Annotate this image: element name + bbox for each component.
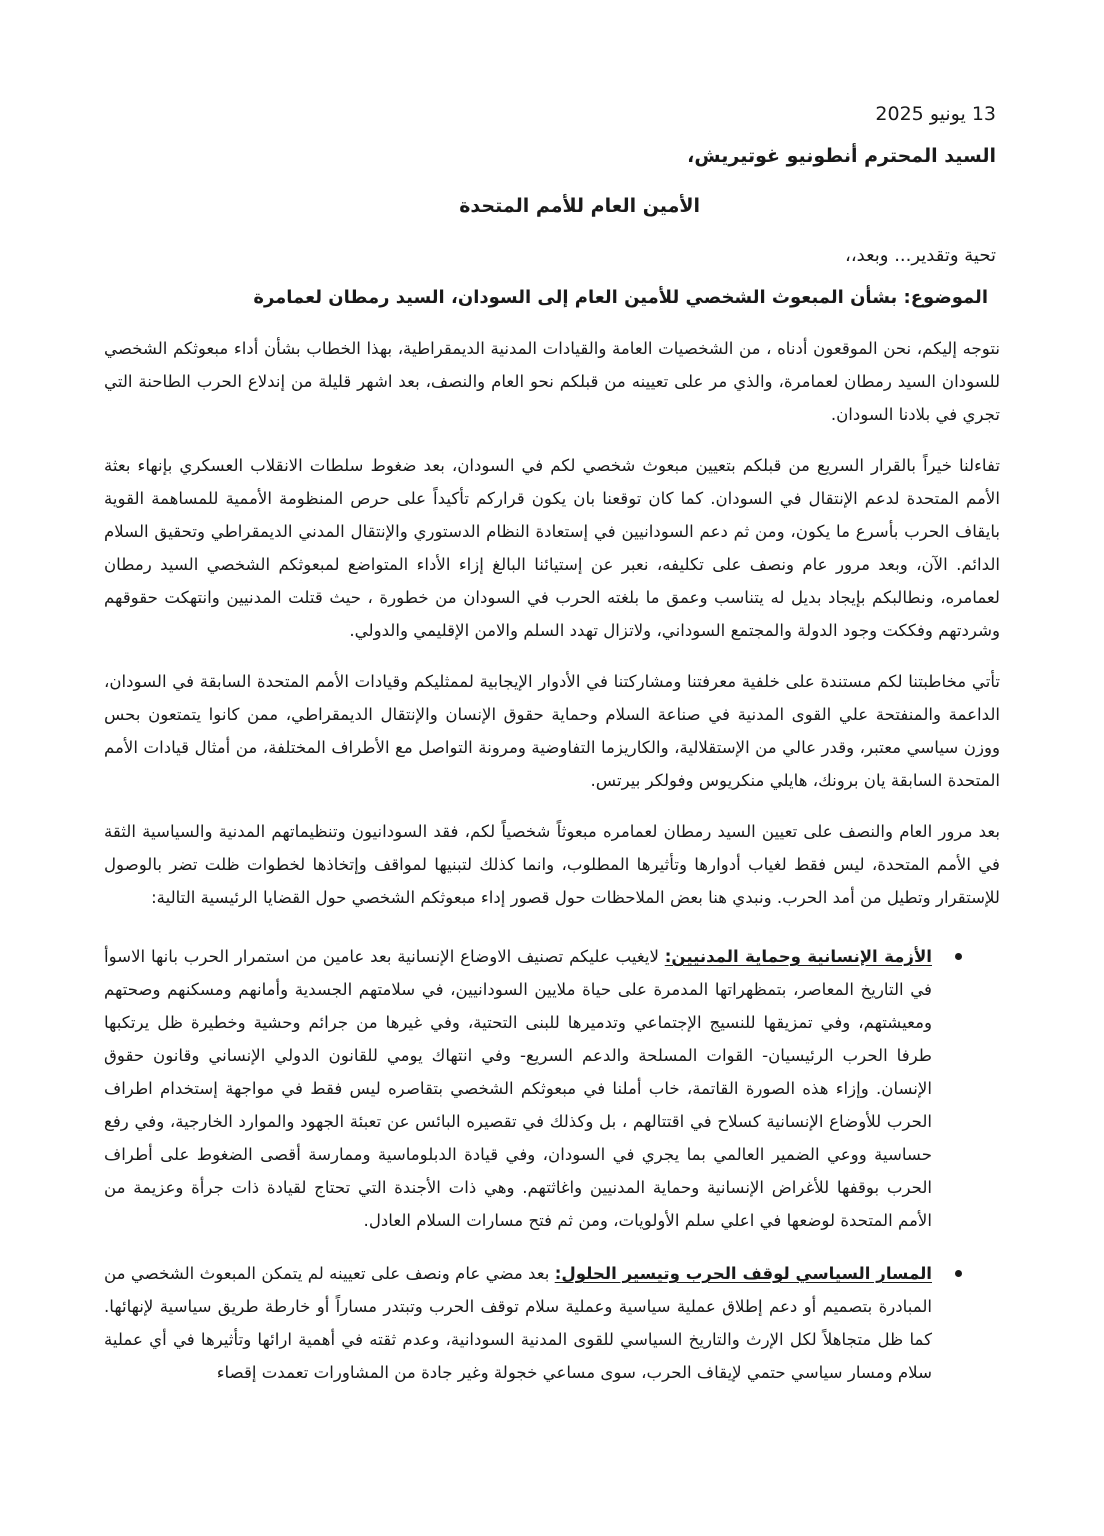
paragraph-2: تفاءلنا خيراً بالقرار السريع من قبلكم بتعيين مبعوث شخصي لكم في السودان، بعد ضغوط سلطات الانقلاب العسكري بإنهاء بعثة الأمم المتحدة لدعم الإنتقال في السودان. كما كان توقعنا بان يكون قراركم تأكيداً على حرص المنظومة الأممية للمساهمة القوية بايقاف الحرب بأسرع ما يكون، ومن ثم دعم السودانيين في إستعادة النظام الدستوري والإنتقال المدني الديمقراطي وتحقيق السلام الدائم. الآن، وبعد مرور عام ونصف على تكليفه، نعبر عن إستيائنا البالغ إزاء الأداء المتواضع لمبعوثكم الشخصي السيد رمطان لعمامره، ونطالبكم بإيجاد بديل له يتناسب وعمق ما بلغته الحرب في السودان من خطورة ، حيث قتلت المدنيين وانتهكت حقوقهم وشردتهم وفككت وجود الدولة والمجتمع السوداني، ولاتزال تهدد السلم والامن الإقليمي والدولي.	[104, 456, 1000, 640]
paragraph-3: تأتي مخاطبتنا لكم مستندة على خلفية معرفتنا ومشاركتنا في الأدوار الإيجابية لممثليكم وقيادات الأمم المتحدة السابقة في السودان، الداعمة والمنفتحة علي القوى المدنية في صناعة السلام وحماية حقوق الإنسان والإنتقال الديمقراطي، ممن كانوا يتمتعون بحس ووزن سياسي معتبر، وقدر عالي من الإستقلالية، والكاريزما التفاوضية ومرونة التواصل مع الأطراف المختلفة، من أمثال قيادات الأمم المتحدة السابقة يان برونك، هايلي منكريوس وفولكر بيرتس.	[104, 672, 1000, 790]
greeting: تحية وتقدير... وبعد،،	[845, 245, 996, 266]
list-item	[104, 940, 1000, 1237]
letter-date: 13 يونيو 2025	[875, 103, 996, 125]
paragraph-4: بعد مرور العام والنصف على تعيين السيد رمطان لعمامره مبعوثاً شخصياً لكم، فقد السودانيون وتنظيماتهم المدنية والسياسية الثقة في الأمم المتحدة، ليس فقط لغياب أدوارها وتأثيرها المطلوب، وانما كذلك لتبنيها لمواقف وإتخاذها لخطوات ظلت تضر بالوصول للإستقرار وتطيل من أمد الحرب. ونبدي هنا بعض الملاحظات حول قصور إداء مبعوثكم الشخصي حول القضايا الرئيسية التالية:	[104, 822, 1000, 907]
addressee-title: الأمين العام للأمم المتحدة	[459, 195, 700, 217]
bullet-icon	[955, 1270, 962, 1277]
bullet-icon	[955, 953, 962, 960]
paragraph-1: نتوجه إليكم، نحن الموقعون أدناه ، من الشخصيات العامة والقيادات المدنية الديمقراطية، بهذا الخطاب بشأن أداء مبعوثكم الشخصي للسودان السيد رمطان لعمامرة، والذي مر على تعيينه من قبلكم نحو العام والنصف، بعد اشهر قليلة من إندلاع الحرب الطاحنة التي تجري في بلادنا السودان.	[104, 339, 1000, 424]
issues-list	[104, 940, 1000, 1389]
bullet-body: لايغيب عليكم تصنيف الاوضاع الإنسانية بعد عامين من استمرار الحرب بانها الاسوأ في التاريخ المعاصر، بتمظهراتها المدمرة على حياة ملايين السودانيين، في سلامتهم الجسدية وأمانهم ومسكنهم وصحتهم ومعيشتهم، وفي تمزيقها للنسيج الإجتماعي وتدميرها للبنى التحتية، وفي غيرها من جرائم وحشية وخطيرة ظل يرتكبها طرفا الحرب الرئيسيان- القوات المسلحة والدعم السريع- وفي انتهاك يومي للقانون الدولي الإنساني وقانون حقوق الإنسان. وإزاء هذه الصورة القاتمة، خاب أملنا في مبعوثكم الشخصي بتقاصره ليس فقط في مواجهة إستخدام اطراف الحرب للأوضاع الإنسانية كسلاح في اقتتالهم ، بل وكذلك في تقصيره البائس عن تعبئة الجهود والموارد الخارجية، وفي رفع حساسية ووعي الضمير العالمي بما يجري في السودان، وفي قيادة الدبلوماسية وممارسة أقصى الضغوط على أطراف الحرب بوقفها للأغراض الإنسانية وحماية المدنيين واغاثتهم. وهي ذات الأجندة التي تحتاج لقيادة ذات جرأة وعزيمة من الأمم المتحدة لوضعها في اعلي سلم الأولويات، ومن ثم فتح مسارات السلام العادل.	[104, 947, 932, 1230]
list-item	[104, 1257, 1000, 1389]
addressee-name: السيد المحترم أنطونيو غوتيريش،	[687, 145, 996, 167]
bullet-body: بعد مضي عام ونصف على تعيينه لم يتمكن المبعوث الشخصي من المبادرة بتصميم أو دعم إطلاق عملية سياسية وعملية سلام توقف الحرب وتبتدر مساراً أو خارطة طريق سياسية لإنهائها. كما ظل متجاهلاً لكل الإرث والتاريخ السياسي للقوى المدنية السودانية، وعدم ثقته في أهمية ارائها وتأثيرها في أي عملية سلام ومسار سياسي حتمي لإيقاف الحرب، سوى مساعي خجولة وغير جادة من المشاورات تعمدت إقصاء	[104, 1264, 932, 1382]
bullet-heading: المسار السياسي لوقف الحرب وتيسير الحلول:	[554, 1264, 932, 1283]
bullet-heading: الأزمة الإنسانية وحماية المدنيين:	[664, 947, 932, 966]
subject-line: الموضوع: بشأن المبعوث الشخصي للأمين العام إلى السودان، السيد رمطان لعمامرة	[253, 287, 988, 308]
